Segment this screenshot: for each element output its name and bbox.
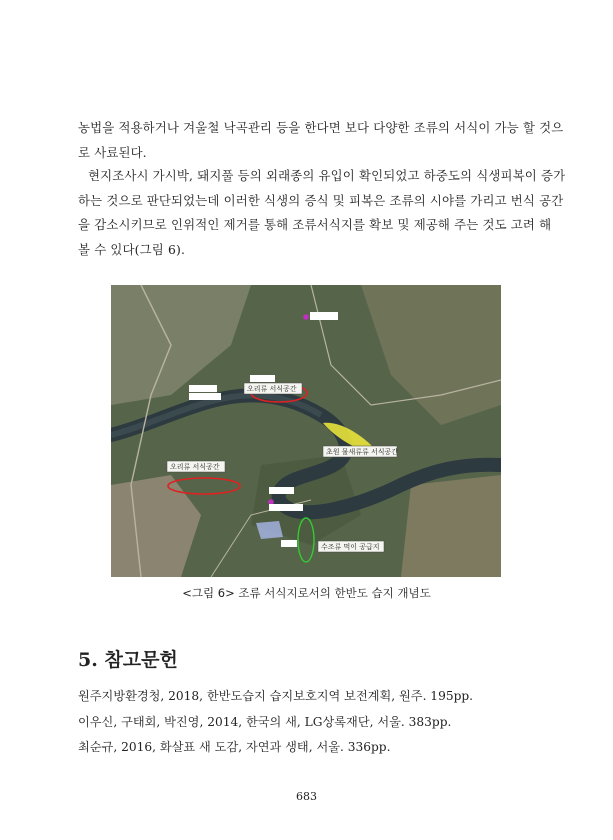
reference-list (78, 684, 538, 761)
text-line: 농법을 적용하거나 겨울철 낙곡관리 등을 한다면 보다 다양한 조류의 서식이 가능 할 것으 (78, 120, 564, 135)
text-line: 로 사료된다. (78, 144, 147, 160)
paragraph-2 (78, 164, 566, 262)
reference-item: 이우신, 구태회, 박진영, 2014, 한국의 새, LG상록재단, 서울. 383pp. (78, 714, 452, 729)
text-line: 현지조사시 가시박, 돼지풀 등의 외래종의 유입이 확인되었고 하중도의 식생피복이 증가 (88, 168, 566, 183)
duck-habitat-label-2: 오리류 서식공간 (170, 463, 220, 471)
wetland-aerial-map (111, 285, 501, 577)
reference-item: 최순규, 2016, 화살표 새 도감, 자연과 생태, 서울. 336pp. (78, 740, 391, 754)
map-labels-layer (111, 285, 501, 577)
section-title: 5. 참고문헌 (78, 649, 178, 671)
text-line: 하는 것으로 판단되었는데 이러한 식생의 증식 및 피복은 조류의 시야를 가리고 번식 공간 (78, 192, 564, 208)
page-number: 683 (296, 790, 317, 803)
grassland-bird-habitat-label: 초원 물새류류 서식공간 (326, 448, 399, 456)
waterfowl-feeding-label: 수조류 먹이 공급지 (321, 543, 380, 551)
paragraph-1 (78, 116, 564, 165)
reference-item: 원주지방환경청, 2018, 한반도습지 습지보호지역 보전계획, 원주. 195pp. (78, 689, 474, 703)
text-line: 을 감소시키므로 인위적인 제거를 통해 조류서식지를 확보 및 제공해 주는 것도 고려 해 (78, 217, 552, 232)
figure-caption: <그림 6> 조류 서식지로서의 한반도 습지 개념도 (182, 586, 431, 600)
text-line: 볼 수 있다(그림 6). (78, 241, 186, 257)
duck-habitat-label-1: 오리류 서식공간 (247, 385, 297, 393)
